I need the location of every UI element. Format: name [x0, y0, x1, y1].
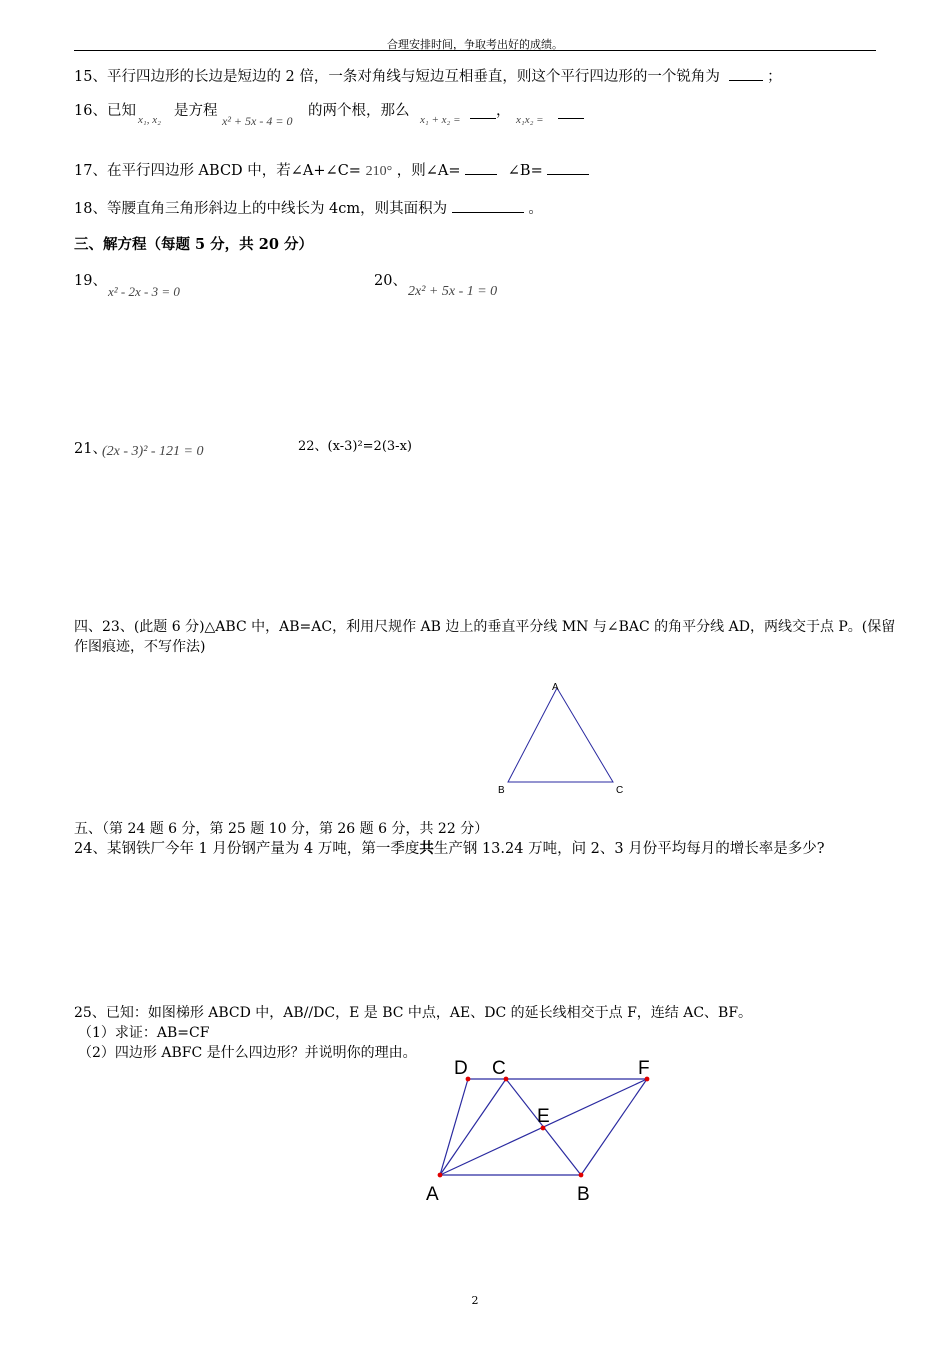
section-3-title: 三、解方程（每题 5 分，共 20 分）	[74, 236, 313, 253]
question-16-sum: x₁ + x₂ =	[420, 114, 461, 126]
question-25-part2: （2）四边形 ABFC 是什么四边形？并说明你的理由。	[78, 1045, 417, 1061]
question-21-equation: (2x - 3)² - 121 = 0	[102, 444, 204, 459]
answer-blank-16b[interactable]	[558, 104, 584, 119]
question-16-suffix: 的两个根，那么	[308, 103, 410, 119]
label-e: E	[537, 1106, 550, 1127]
section-5-title: 五、（第 24 题 6 分，第 25 题 10 分，第 26 题 6 分，共 22 分）	[74, 821, 489, 837]
question-25-part1: （1）求证：AB=CF	[78, 1025, 210, 1041]
question-15-text: 15、平行四边形的长边是短边的 2 倍，一条对角线与短边互相垂直，则这个平行四边形的一个锐角为	[74, 69, 720, 85]
question-19-equation: x² - 2x - 3 = 0	[108, 284, 180, 299]
question-16-equation: x² + 5x - 4 = 0	[222, 114, 293, 128]
question-17	[74, 160, 589, 181]
question-24-before: 24、某钢铁厂今年 1 月份钢产量为 4 万吨，第一季度	[74, 841, 420, 857]
question-18-tail: 。	[528, 201, 543, 217]
question-15	[74, 66, 782, 86]
question-20-equation: 2x² + 5x - 1 = 0	[408, 284, 498, 299]
answer-blank-15[interactable]	[729, 66, 763, 81]
answer-blank-18[interactable]	[452, 198, 524, 213]
question-23-line2: 作图痕迹，不写作法)	[74, 639, 206, 655]
question-24	[74, 840, 825, 858]
triangle-label-a: A	[552, 682, 559, 693]
question-16-mid: 是方程	[174, 103, 218, 119]
question-22: 22、(x-3)²=2(3-x)	[298, 439, 412, 454]
question-24-after: 生产钢 13.24 万吨，问 2、3 月份平均每月的增长率是多少?	[433, 841, 825, 857]
point-a	[438, 1173, 443, 1178]
segment-ac	[440, 1079, 506, 1175]
header-rule	[74, 50, 876, 51]
triangle-figure	[490, 676, 640, 800]
answer-blank-17a[interactable]	[465, 160, 497, 175]
triangle-abc	[508, 688, 613, 782]
question-23-line1: 四、23、(此题 6 分)△ABC 中，AB=AC，利用尺规作 AB 边上的垂直平分线 MN 与∠BAC 的角平分线 AD，两线交于点 P。(保留	[74, 619, 896, 635]
point-b	[579, 1173, 584, 1178]
question-25-line1: 25、已知：如图梯形 ABCD 中，AB//DC，E 是 BC 中点，AE、DC 的延长线相交于点 F，连结 AC、BF。	[74, 1005, 753, 1021]
question-16-roots: x₁, x₂	[138, 114, 161, 126]
triangle-label-c: C	[616, 785, 624, 796]
answer-blank-16a[interactable]	[470, 104, 496, 119]
question-17-b-label: ∠B=	[507, 163, 543, 179]
question-16-prefix: 16、已知	[74, 103, 136, 119]
trapezoid-figure	[420, 1050, 670, 1210]
question-15-tail: ；	[767, 69, 782, 85]
question-16-product: x₁x₂ =	[516, 114, 544, 126]
label-d: D	[454, 1058, 468, 1079]
triangle-label-b: B	[498, 785, 505, 796]
page-header: 合理安排时间，争取考出好的成绩。	[387, 38, 563, 51]
answer-blank-17b[interactable]	[547, 160, 589, 175]
question-16-comma: ，	[496, 103, 511, 119]
question-20-number: 20、	[374, 273, 407, 289]
question-17-mid: ，则∠A=	[396, 163, 461, 179]
label-c: C	[492, 1058, 506, 1079]
question-21-number: 21、	[74, 441, 107, 457]
question-18-text: 18、等腰直角三角形斜边上的中线长为 4cm，则其面积为	[74, 201, 448, 217]
page-number: 2	[471, 1294, 479, 1307]
question-24-bold: 共	[419, 840, 434, 857]
question-17-prefix: 17、在平行四边形 ABCD 中，若∠A+∠C=	[74, 163, 361, 179]
question-19-number: 19、	[74, 273, 107, 289]
segment-ad	[440, 1079, 468, 1175]
label-f: F	[638, 1058, 650, 1079]
segment-bf	[581, 1079, 647, 1175]
question-17-angle: 210°	[365, 164, 393, 179]
label-a: A	[426, 1184, 439, 1205]
question-18	[74, 198, 543, 218]
label-b: B	[577, 1184, 590, 1205]
